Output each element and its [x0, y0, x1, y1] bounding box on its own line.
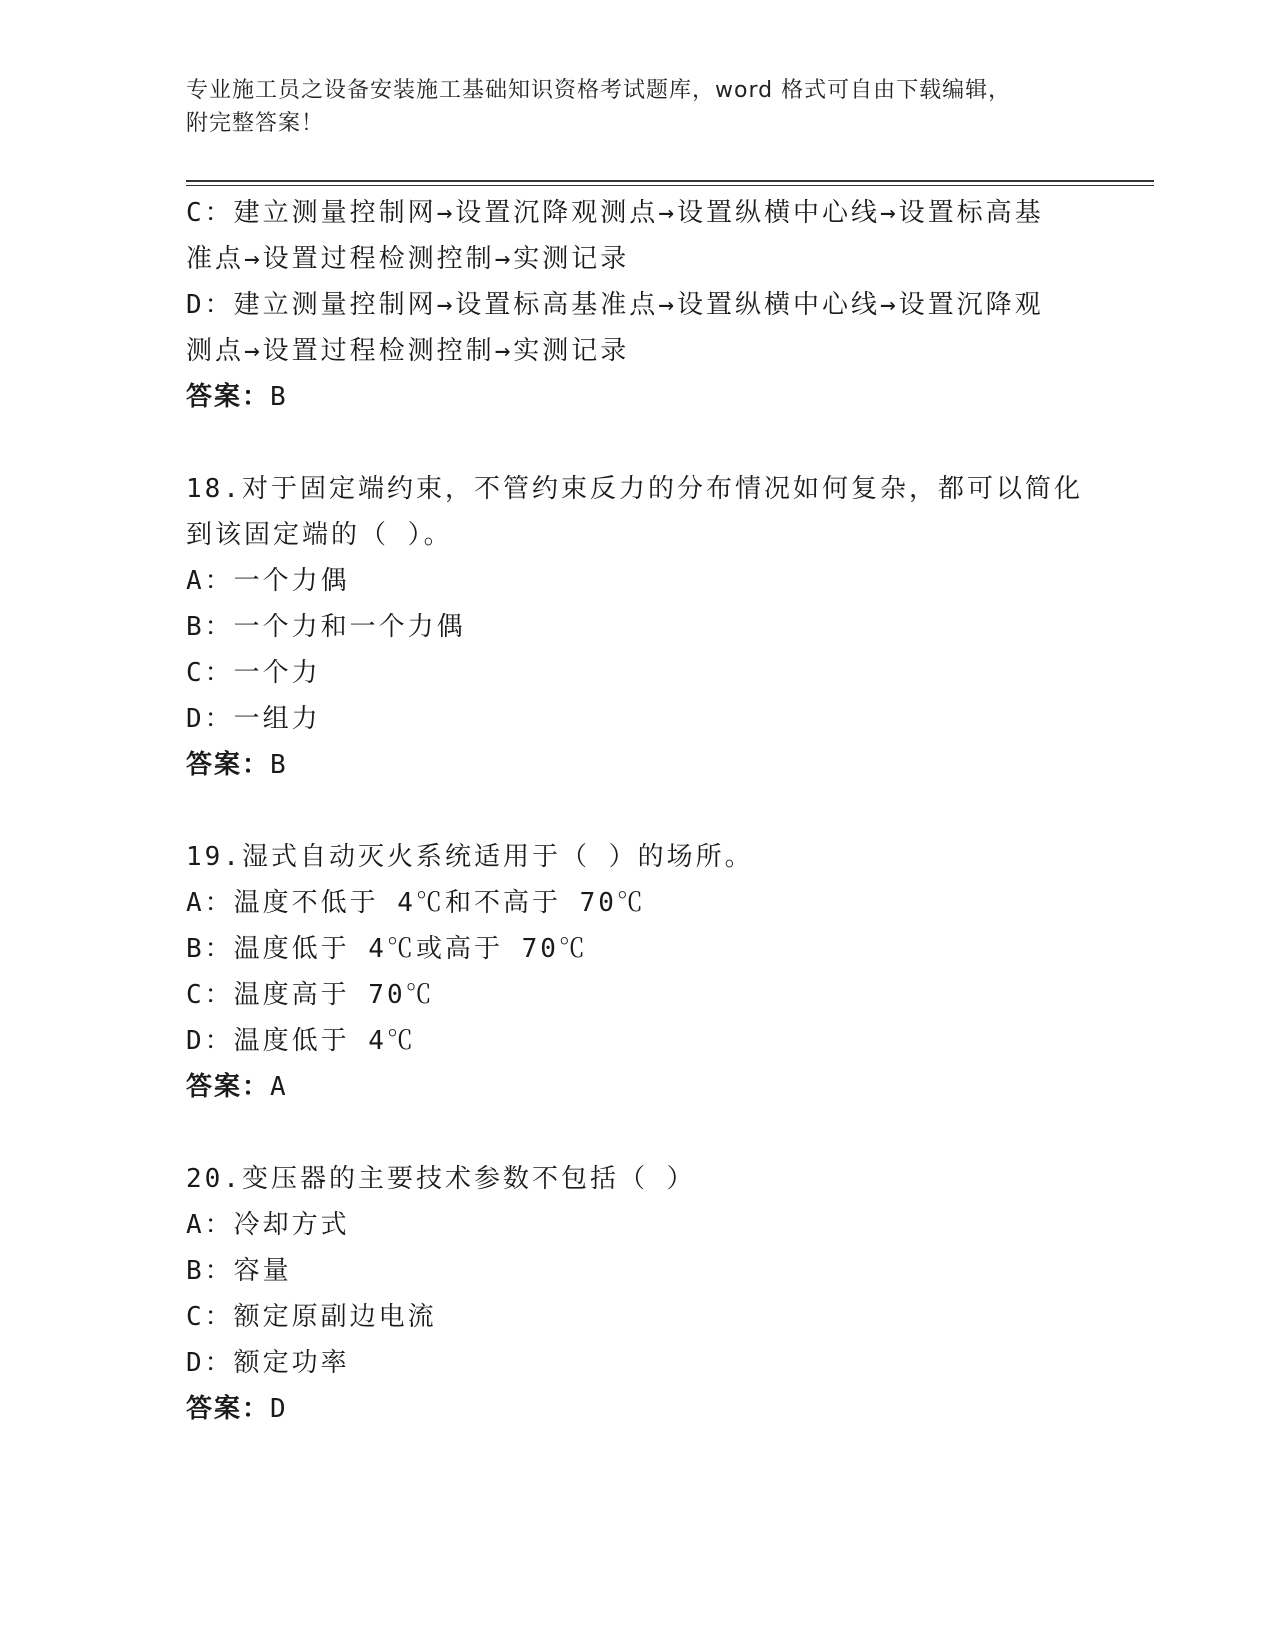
option-d: D：温度低于 4℃: [186, 1026, 416, 1056]
option-a: A：一个力偶: [186, 566, 350, 596]
question-stem: 19.湿式自动灭火系统适用于（ ）的场所。: [186, 842, 754, 872]
spacer: [186, 1110, 1086, 1156]
header-divider-thick: [186, 180, 1154, 182]
answer-line: [186, 374, 1086, 420]
question-20: [186, 1156, 1086, 1432]
option-b: B：一个力和一个力偶: [186, 612, 466, 642]
answer-value: B: [270, 382, 289, 412]
option-line: C：建立测量控制网→设置沉降观测点→设置纵横中心线→设置标高基: [186, 198, 1044, 228]
option-c: C：温度高于 70℃: [186, 980, 435, 1010]
answer-line: [186, 1064, 1086, 1110]
question-stem: 20.变压器的主要技术参数不包括（ ）: [186, 1164, 696, 1194]
option-b: B：容量: [186, 1256, 292, 1286]
answer-value: D: [270, 1394, 289, 1424]
question-content: [186, 190, 1086, 1432]
option-a: A：温度不低于 4℃和不高于 70℃: [186, 888, 646, 918]
header-line-2: 附完整答案！: [186, 111, 325, 136]
spacer: [186, 788, 1086, 834]
answer-label: 答案：: [186, 382, 271, 412]
answer-label: 答案：: [186, 750, 271, 780]
document-header: [186, 74, 1086, 140]
question-stem: 到该固定端的（ ）。: [186, 520, 453, 550]
answer-line: [186, 1386, 1086, 1432]
answer-line: [186, 742, 1086, 788]
question-18: [186, 466, 1086, 788]
spacer: [186, 420, 1086, 466]
header-line-1: 专业施工员之设备安装施工基础知识资格考试题库，word 格式可自由下载编辑，: [186, 78, 1012, 103]
option-line: 测点→设置过程检测控制→实测记录: [186, 336, 630, 366]
option-a: A：冷却方式: [186, 1210, 350, 1240]
answer-label: 答案：: [186, 1394, 271, 1424]
option-line: 准点→设置过程检测控制→实测记录: [186, 244, 630, 274]
option-c: C：一个力: [186, 658, 321, 688]
header-divider-thin: [186, 185, 1154, 186]
question-19: [186, 834, 1086, 1110]
option-line: D：建立测量控制网→设置标高基准点→设置纵横中心线→设置沉降观: [186, 290, 1044, 320]
option-c: C：额定原副边电流: [186, 1302, 437, 1332]
answer-value: A: [270, 1072, 289, 1102]
option-d: D：一组力: [186, 704, 321, 734]
answer-label: 答案：: [186, 1072, 271, 1102]
continued-question: [186, 190, 1086, 420]
question-stem: 18.对于固定端约束，不管约束反力的分布情况如何复杂，都可以简化: [186, 474, 1083, 504]
option-b: B：温度低于 4℃或高于 70℃: [186, 934, 588, 964]
option-d: D：额定功率: [186, 1348, 350, 1378]
answer-value: B: [270, 750, 289, 780]
